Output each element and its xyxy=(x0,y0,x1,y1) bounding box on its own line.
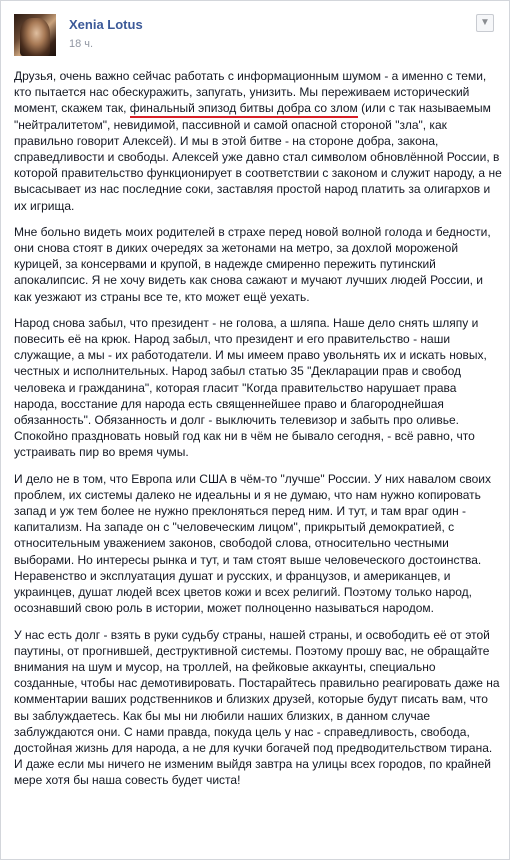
chevron-down-icon: ▼ xyxy=(480,17,490,28)
post-options-button[interactable] xyxy=(476,14,494,32)
post-paragraph-1 xyxy=(14,68,502,214)
paragraph-text: (или с так называемым "нейтралитетом", невидимой, пассивной и самой опасной стороной "зла", как правильно говорит Алексей). И мы в этой битве - на стороне добра, закона, справедливости и свободы. Алексей уже давно стал символом обновлённой России, в которой правительство функционирует в соответствии с законом и служит народу, а не высасывает из нас последние соки, заставляя простой народ платить за олигархов и их игрища. xyxy=(14,101,502,213)
post-timestamp[interactable]: 18 ч. xyxy=(69,38,94,50)
post-body xyxy=(14,68,502,799)
paragraph-text: Друзья, очень важно сейчас работать с информационным шумом - а именно с теми, кто пытается нас обескуражить, запугать, унизить. Мы переживаем исторический момент, скажем так, xyxy=(14,69,487,116)
post-paragraph-5: У нас есть долг - взять в руки судьбу страны, нашей страны, и освободить её от этой паутины, от прогнившей, деструктивной системы. Поэтому прошу вас, не обращайте внимания на шум и мусор, на троллей, на фейковые аккаунты, специально созданные, чтобы нас демотивировать. Постарайтесь правильно реагировать даже на комментарии ваших родственников и близких друзей, которые будут писать вам, что вы заблуждаетесь. Как бы мы ни любили наших близких, в данном случае заблуждаются они. С нами правда, покуда цель у нас - справедливость, свобода, достойная жизнь для народа, а не для кучки богачей под предводительством тирана. И даже если мы ничего не изменим выйдя завтра на улицы всех городов, по крайней мере хотя бы наша совесть будет чиста! xyxy=(14,627,500,788)
author-name-link[interactable]: Xenia Lotus xyxy=(69,17,143,32)
post-header xyxy=(14,14,494,58)
post-paragraph-4: И дело не в том, что Европа или США в чём-то "лучше" России. У них навалом своих проблем, их системы далеко не идеальны и я не думаю, что нам нужно копировать запад и уж тем более не нужно преклоняться перед ним. И тут, и там враг один - капитализм. На западе он с "человеческим лицом", прикрытый демократией, с относительным уважением законов, свободой слова, относительно честными выборами. Но интересы рынка и тут, и там стоят выше человеческого достоинства. Неравенство и эксплуатация душат и русских, и французов, и американцев, и украинцев, душат людей всех цветов кожи и всех религий. Поэтому только народ, осознавший свою роль в истории, может полноценно называться народом. xyxy=(14,471,492,616)
post-paragraph-2: Мне больно видеть моих родителей в страхе перед новой волной голода и бедности, они снова стоят в диких очередях за жетонами на метро, за дохлой мороженой курицей, за консервами и крупой, в надежде смиренно пережить путинский апокалипсис. Я не хочу видеть как снова сажают и мучают лучших людей России, и как уезжают из страны все те, кто может ещё уехать. xyxy=(14,224,491,304)
post-paragraph-3: Народ снова забыл, что президент - не голова, а шляпа. Наше дело снять шляпу и повесить её на крюк. Народ забыл, что президент и его правительство - наши служащие, а мы - их работодатели. И мы имеем право увольнять их и искать новых, честных и исполнительных. Народ забыл статью 35 "Декларации прав и свобод человека и гражданина", которая гласит "Когда правительство нарушает права народа, восстание для народа есть священнейшее право и благороднейшая обязанность". Обязанность и долг - выключить телевизор и забыть про оливье. Спокойно праздновать новый год как ни в чём не бывало сегодня, - всё равно, что устраивать пир во время чумы. xyxy=(14,315,487,460)
avatar[interactable] xyxy=(14,14,56,56)
underlined-phrase: финальный эпизод битвы добра со злом xyxy=(130,101,358,118)
avatar-photo xyxy=(20,18,50,56)
